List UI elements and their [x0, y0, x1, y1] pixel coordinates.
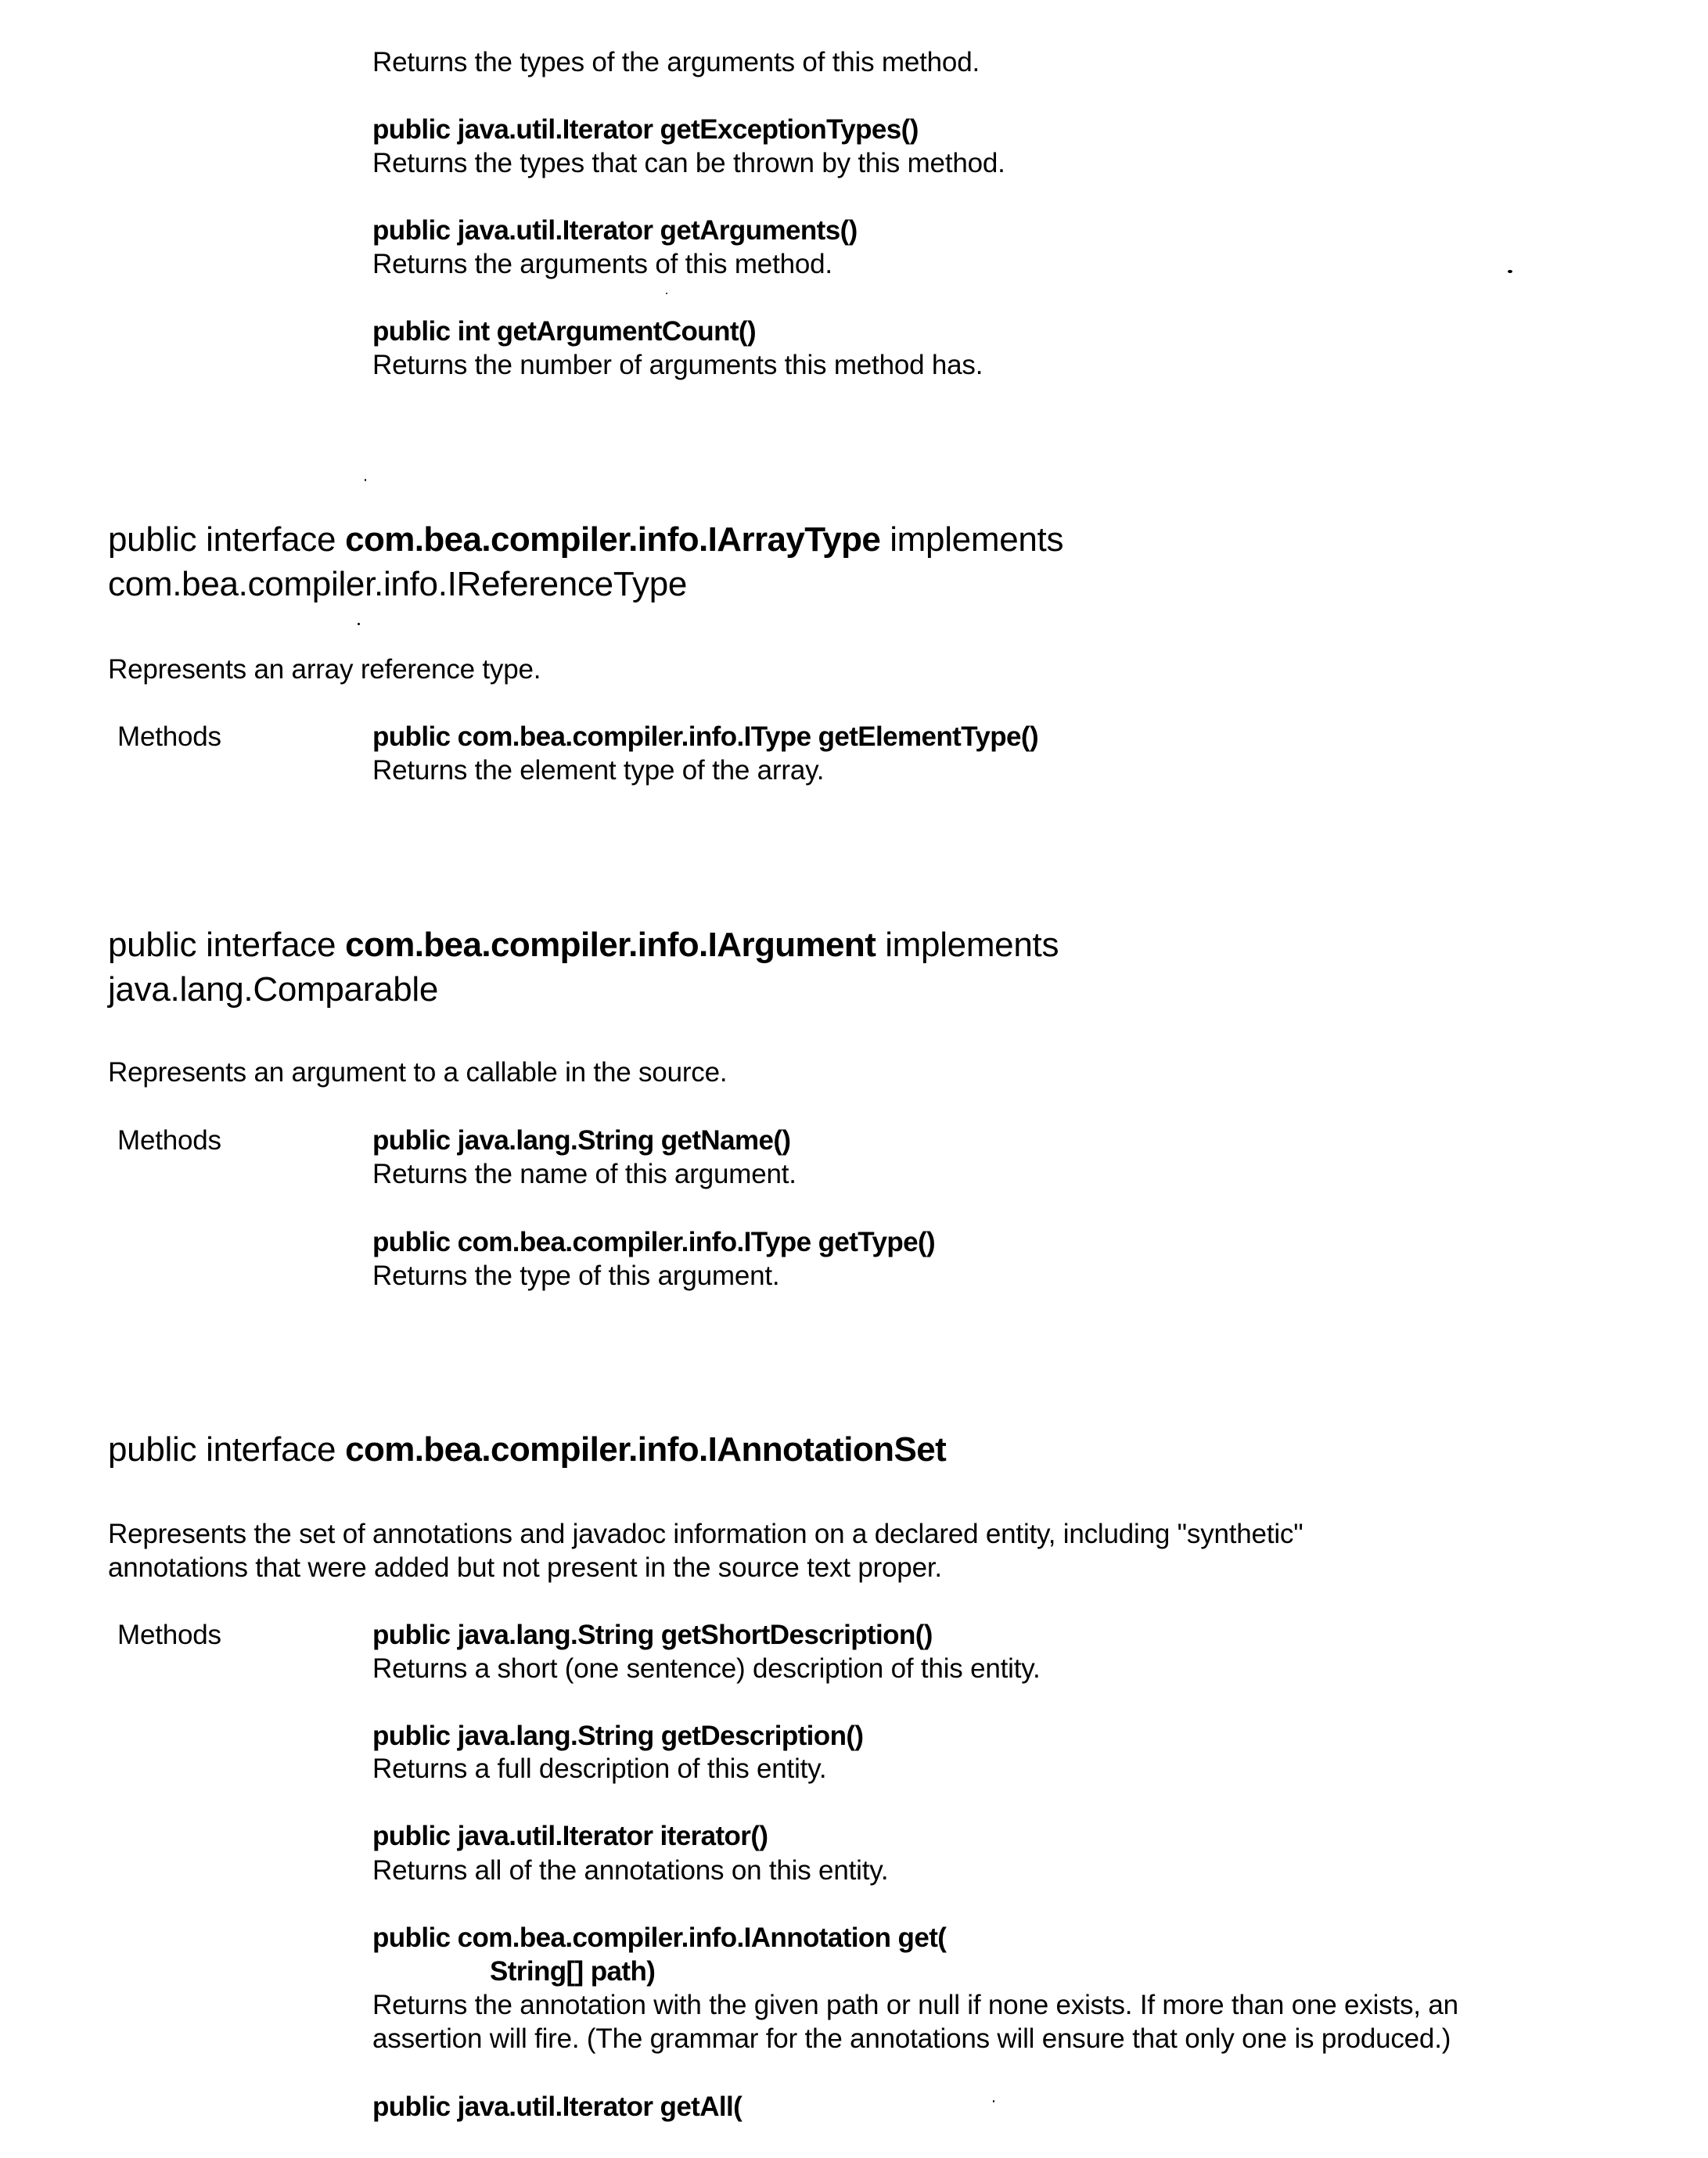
- scan-speck: [993, 2100, 994, 2102]
- heading-suffix: implements: [880, 520, 1064, 559]
- method-signature: public int getArgumentCount(): [372, 316, 757, 347]
- heading-prefix: public interface: [108, 926, 346, 964]
- method-signature: public com.bea.compiler.info.IType getType(): [372, 1227, 936, 1257]
- interface-name: com.bea.compiler.info.IArgument: [345, 926, 876, 964]
- methods-label: Methods: [117, 1125, 221, 1156]
- methods-label: Methods: [117, 1620, 221, 1650]
- method-description: Returns a full description of this entity.: [372, 1753, 827, 1784]
- method-description: Returns all of the annotations on this entity.: [372, 1855, 889, 1886]
- method-description-line1: Returns the annotation with the given path or null if none exists. If more than one exists, an: [372, 1990, 1458, 2020]
- interface-heading: [108, 1427, 946, 1472]
- heading-prefix: public interface: [108, 520, 346, 559]
- method-signature: public java.util.Iterator getExceptionTypes(): [372, 114, 919, 145]
- method-signature: public java.util.Iterator iterator(): [372, 1821, 768, 1851]
- method-signature: public java.util.Iterator getArguments(): [372, 215, 858, 246]
- interface-heading-line2: com.bea.compiler.info.IReferenceType: [108, 565, 688, 603]
- method-signature: public com.bea.compiler.info.IType getElementType(): [372, 721, 1039, 752]
- scan-speck: [365, 479, 366, 481]
- method-signature: public java.util.Iterator getAll(: [372, 2091, 743, 2122]
- interface-name: com.bea.compiler.info.IArrayType: [345, 520, 881, 559]
- method-description: Returns the type of this argument.: [372, 1261, 780, 1291]
- method-description: Returns the types of the arguments of this method.: [372, 47, 980, 77]
- method-description: Returns the arguments of this method.: [372, 249, 832, 279]
- interface-description-line2: annotations that were added but not present in the source text proper.: [108, 1552, 942, 1583]
- scan-speck: [358, 623, 360, 625]
- heading-suffix: implements: [876, 926, 1059, 964]
- method-description: Returns the types that can be thrown by this method.: [372, 148, 1005, 178]
- method-description: Returns the element type of the array.: [372, 755, 825, 786]
- methods-label: Methods: [117, 721, 221, 752]
- interface-heading-line2: java.lang.Comparable: [108, 970, 439, 1009]
- interface-heading: [108, 923, 1059, 967]
- interface-heading: [108, 517, 1063, 562]
- method-signature: public java.lang.String getName(): [372, 1125, 791, 1156]
- method-description: Returns the number of arguments this method has.: [372, 350, 983, 380]
- interface-description: Represents an array reference type.: [108, 654, 541, 685]
- scan-speck: [666, 293, 667, 294]
- interface-description: Represents an argument to a callable in the source.: [108, 1057, 728, 1088]
- scan-speck: [1508, 270, 1512, 273]
- method-signature: public java.lang.String getDescription(): [372, 1721, 864, 1751]
- method-description: Returns the name of this argument.: [372, 1159, 796, 1189]
- method-signature: public java.lang.String getShortDescription(): [372, 1620, 933, 1650]
- method-description-line2: assertion will fire. (The grammar for the annotations will ensure that only one is produced.): [372, 2023, 1451, 2054]
- interface-description-line1: Represents the set of annotations and javadoc information on a declared entity, including "synthetic": [108, 1519, 1303, 1549]
- interface-name: com.bea.compiler.info.IAnnotationSet: [345, 1430, 947, 1469]
- method-signature-continuation: String[] path): [490, 1956, 656, 1987]
- method-signature: public com.bea.compiler.info.IAnnotation get(: [372, 1922, 947, 1953]
- method-description: Returns a short (one sentence) description of this entity.: [372, 1653, 1041, 1684]
- heading-prefix: public interface: [108, 1430, 346, 1469]
